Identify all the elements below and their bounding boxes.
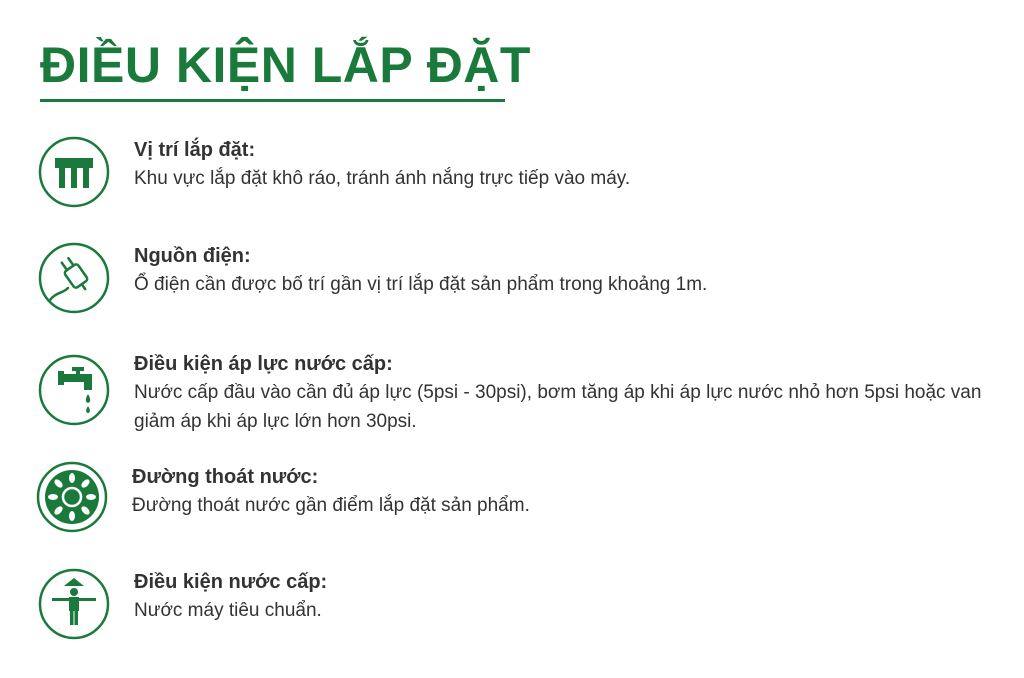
item-title: Điều kiện nước cấp: [134,571,328,593]
water-faucet-icon [38,354,110,426]
water-standard-icon [38,568,110,640]
item-title: Vị trí lắp đặt: [134,139,256,161]
item-description: Khu vực lắp đặt khô ráo, tránh ánh nắng trực tiếp vào máy. [134,168,631,189]
item-description: Nước cấp đầu vào cần đủ áp lực (5psi - 30psi), bơm tăng áp khi áp lực nước nhỏ hơn 5psi hoặc van giảm áp khi áp lực lớn hơn 30psi. [134,382,982,432]
item-title: Điều kiện áp lực nước cấp: [134,353,393,375]
page-title: ĐIỀU KIỆN LẮP ĐẶT [40,37,531,93]
item-description: Ổ điện cần được bố trí gần vị trí lắp đặt sản phẩm trong khoảng 1m. [134,274,708,295]
item-description: Đường thoát nước gần điểm lắp đặt sản phẩm. [132,495,530,516]
title-underline [40,99,505,102]
power-plug-icon [38,242,110,314]
item-title: Đường thoát nước: [132,466,319,488]
item-description: Nước máy tiêu chuẩn. [134,600,322,621]
drain-icon [36,461,108,533]
item-title: Nguồn điện: [134,245,251,267]
wall-mount-icon [38,136,110,208]
